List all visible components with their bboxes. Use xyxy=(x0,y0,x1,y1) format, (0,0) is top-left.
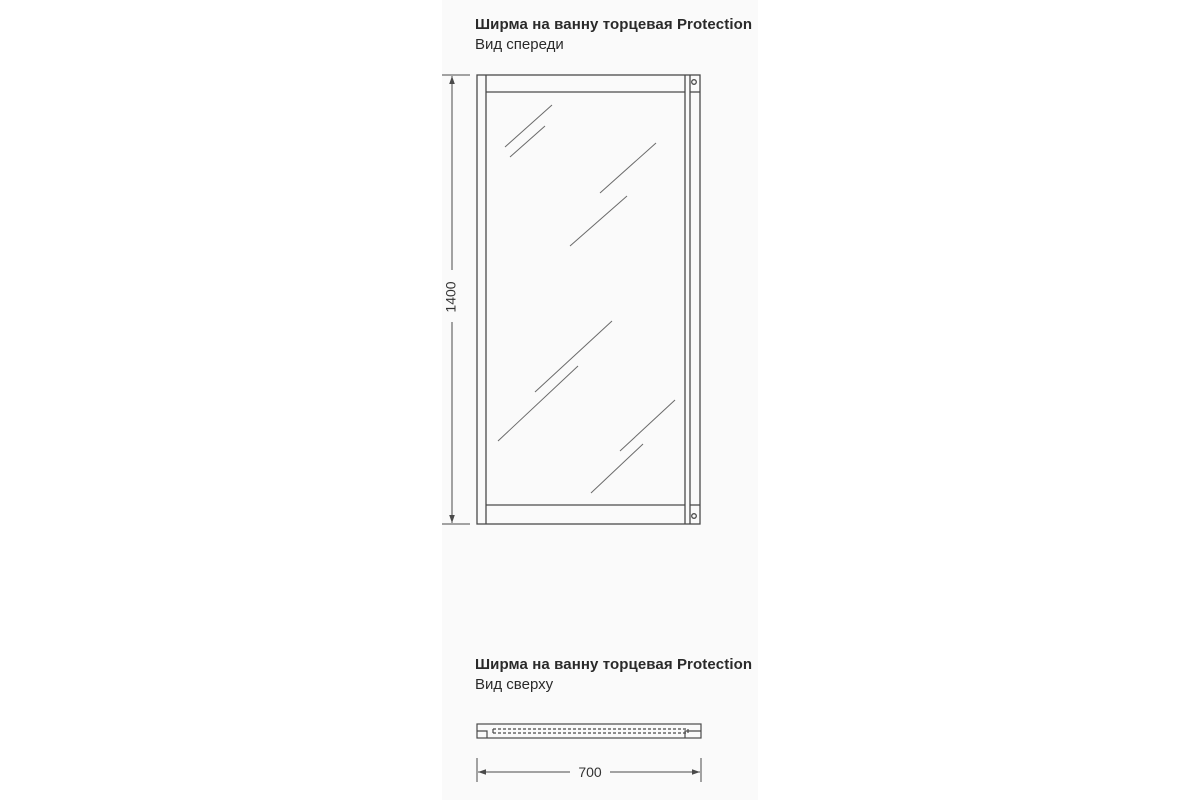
bottom-screw-icon xyxy=(692,514,697,519)
top-view-profile xyxy=(477,724,701,738)
top-view-right-profile xyxy=(685,729,701,738)
glass-reflection-lines xyxy=(498,105,675,493)
front-view-subtitle: Вид спереди xyxy=(475,36,564,53)
top-screw-icon xyxy=(692,80,697,85)
top-view-subtitle: Вид сверху xyxy=(475,676,554,693)
front-view-title: Ширма на ванну торцевая Protection xyxy=(475,16,753,33)
top-view-left-profile xyxy=(477,729,493,738)
height-dimension-label: 1400 xyxy=(442,281,459,313)
width-dimension-label: 700 xyxy=(578,764,602,780)
top-view-title: Ширма на ванну торцевая Protection xyxy=(475,656,753,673)
top-view-outer xyxy=(477,724,701,738)
